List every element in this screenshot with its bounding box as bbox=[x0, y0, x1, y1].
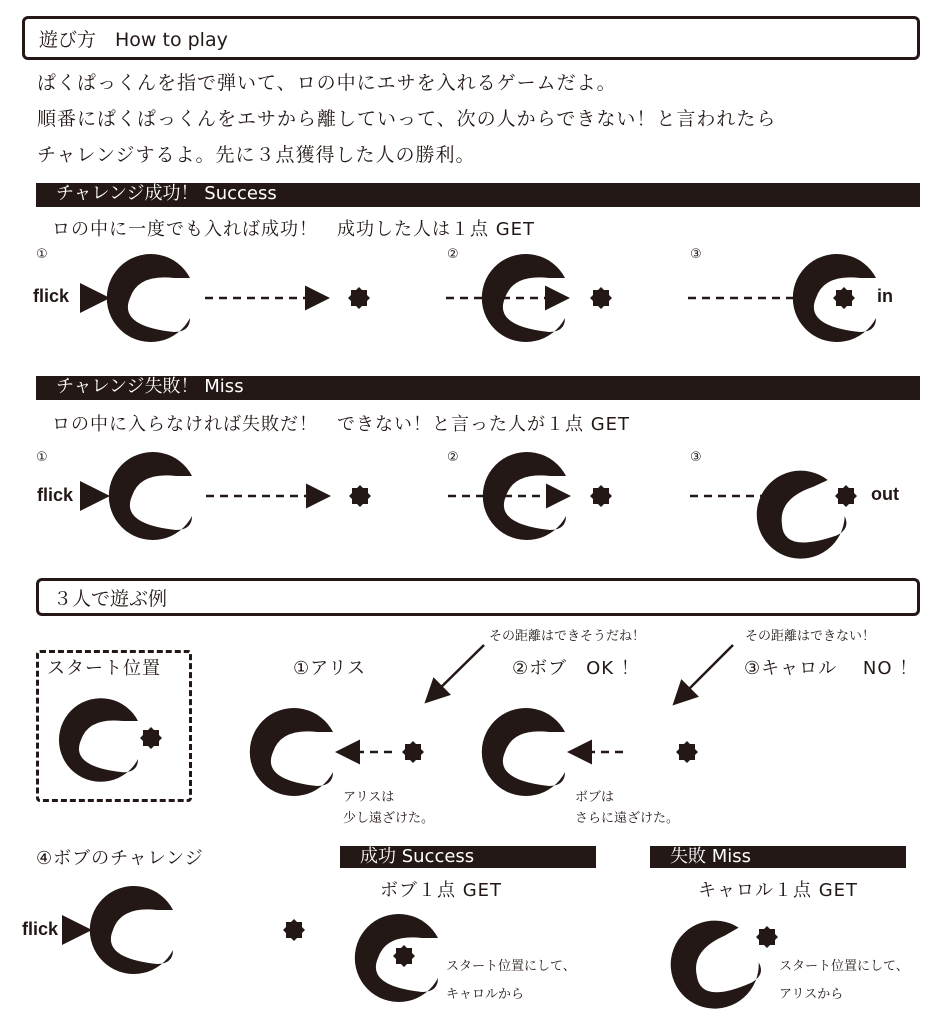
start-position-label: スタート位置 bbox=[47, 658, 161, 679]
success-step-3: ③ bbox=[690, 247, 702, 262]
success-section-header: チャレンジ成功！ Success bbox=[36, 183, 920, 207]
miss-section-header: チャレンジ失敗！ Miss bbox=[36, 376, 920, 400]
intro-line-3: チャレンジするよ。先に３点獲得した人の勝利。 bbox=[37, 144, 476, 166]
success-step-1: ① bbox=[36, 247, 48, 262]
success-result-note-2: キャロルから bbox=[446, 987, 525, 1002]
miss-step-1: ① bbox=[36, 450, 48, 465]
pakupakkun-figure bbox=[90, 886, 173, 974]
intro-line-2: 順番にぱくぱっくんをエサから離していって、次の人からできない！と言われたら bbox=[37, 108, 777, 130]
miss-flick-label: flick bbox=[37, 485, 74, 505]
alice-note-1: アリスは bbox=[343, 790, 395, 805]
example-title: ３人で遊ぶ例 bbox=[53, 587, 168, 610]
example-flick-label: flick bbox=[22, 919, 59, 939]
speech-bubble-2: その距離はできない！ bbox=[745, 629, 876, 644]
pakupakkun-figure bbox=[655, 907, 771, 1024]
miss-result-note-1: スタート位置にして、 bbox=[779, 959, 909, 974]
success-flick-label: flick bbox=[33, 286, 70, 306]
miss-step-2: ② bbox=[447, 450, 459, 465]
success-step-2: ② bbox=[447, 247, 459, 262]
bob-challenge-label: ④ボブのチャレンジ bbox=[36, 848, 204, 869]
success-result-bar: 成功 Success bbox=[340, 846, 596, 868]
pellet-icon bbox=[393, 945, 415, 967]
alice-label: ①アリス bbox=[293, 658, 367, 679]
pellet-icon bbox=[283, 919, 305, 941]
success-result-get: ボブ１点 GET bbox=[380, 880, 503, 901]
miss-result-note-2: アリスから bbox=[779, 987, 844, 1002]
intro-line-1: ぱくぱっくんを指で弾いて、ロの中にエサを入れるゲームだよ。 bbox=[37, 72, 617, 94]
pellet-icon bbox=[756, 926, 778, 948]
miss-out-label: out bbox=[871, 484, 899, 504]
miss-result-get: キャロル１点 GET bbox=[698, 880, 859, 901]
speech-bubble-1: その距離はできそうだね！ bbox=[489, 629, 646, 644]
bob-note-1: ボブは bbox=[575, 790, 615, 805]
miss-step-3: ③ bbox=[690, 450, 702, 465]
alice-note-2: 少し遠ざけた。 bbox=[343, 811, 435, 826]
success-result-note-1: スタート位置にして、 bbox=[446, 959, 576, 974]
bob-note-2: さらに遠ざけた。 bbox=[575, 811, 680, 826]
miss-description: ロの中に入らなければ失敗だ！ できない！と言った人が１点 GET bbox=[52, 414, 631, 435]
how-to-play-title: 遊び方 How to play bbox=[39, 28, 228, 51]
carol-label: ③キャロル NO ！ bbox=[744, 658, 919, 679]
miss-result-bar: 失敗 Miss bbox=[650, 846, 906, 868]
success-description: ロの中に一度でも入れば成功！ 成功した人は１点 GET bbox=[52, 219, 536, 240]
bob-label: ②ボブ OK ！ bbox=[512, 658, 640, 679]
success-in-label: in bbox=[877, 286, 893, 306]
